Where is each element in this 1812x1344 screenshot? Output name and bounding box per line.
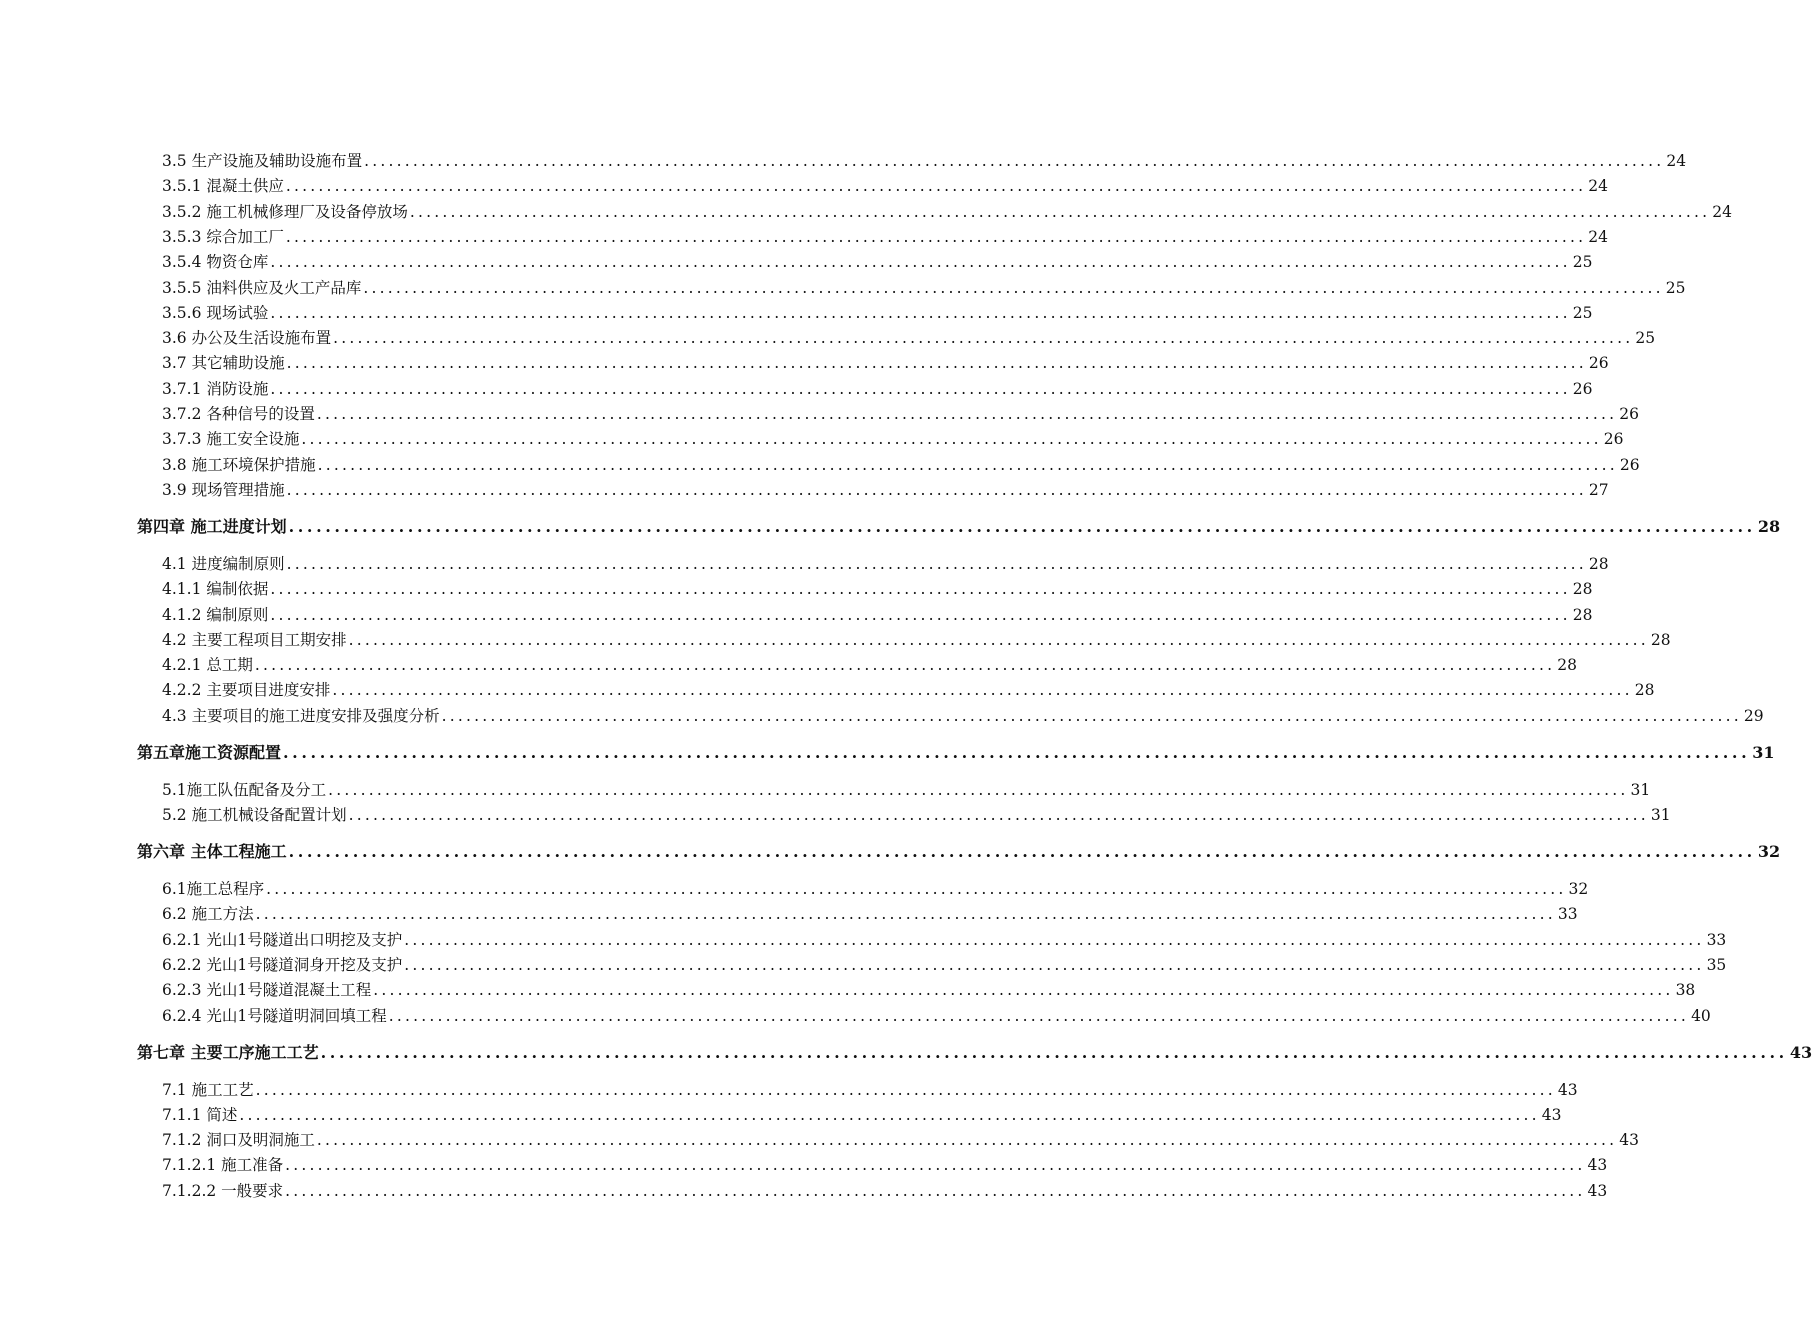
toc-entry-title: 5.1施工队伍配备及分工 bbox=[162, 780, 327, 799]
toc-chapter-entry[interactable] bbox=[137, 1042, 1812, 1064]
toc-entry-page-number: 43 bbox=[1789, 1042, 1812, 1062]
toc-entry-title: 7.1.2.2 一般要求 bbox=[162, 1181, 284, 1200]
toc-entry-page-number: 32 bbox=[1757, 842, 1781, 861]
dot-leader: ................................................................................................................................................................ bbox=[288, 842, 1756, 861]
toc-entry[interactable] bbox=[162, 352, 1609, 374]
dot-leader: ................................................................................................................................................................ bbox=[316, 1131, 1618, 1150]
toc-entry-page-number: 25 bbox=[1572, 303, 1593, 322]
toc-entry[interactable] bbox=[162, 454, 1640, 476]
toc-entry-page-number: 32 bbox=[1568, 880, 1589, 898]
dot-leader: ................................................................................................................................................................ bbox=[254, 656, 1556, 675]
toc-entry[interactable] bbox=[162, 954, 1727, 976]
dot-leader: ................................................................................................................................................................ bbox=[270, 303, 1571, 322]
toc-entry-title: 7.1 施工工艺 bbox=[162, 1080, 254, 1099]
dot-leader: ................................................................................................................................................................ bbox=[285, 227, 1587, 246]
toc-entry[interactable] bbox=[162, 878, 1589, 900]
toc-entry-title: 4.2.2 主要项目进度安排 bbox=[162, 681, 331, 700]
toc-entry[interactable] bbox=[162, 1005, 1711, 1027]
toc-entry-page-number: 24 bbox=[1588, 177, 1608, 196]
toc-entry-title: 第七章 主要工序施工工艺 bbox=[137, 1042, 319, 1062]
dot-leader: ................................................................................................................................................................ bbox=[270, 605, 1571, 624]
dot-leader: ................................................................................................................................................................ bbox=[285, 177, 1587, 196]
toc-entry-title: 6.1施工总程序 bbox=[162, 880, 265, 898]
toc-entry-title: 6.2 施工方法 bbox=[162, 905, 254, 924]
toc-entry-title: 4.2.1 总工期 bbox=[162, 656, 253, 675]
dot-leader: ................................................................................................................................................................ bbox=[373, 981, 1674, 1000]
dot-leader: ................................................................................................................................................................ bbox=[270, 580, 1571, 599]
toc-entry-title: 3.5.1 混凝土供应 bbox=[162, 177, 284, 196]
toc-entry-page-number: 28 bbox=[1588, 554, 1609, 573]
toc-entry-page-number: 25 bbox=[1635, 329, 1656, 348]
toc-entry-page-number: 28 bbox=[1572, 580, 1593, 599]
toc-entry-page-number: 26 bbox=[1588, 354, 1609, 373]
dot-leader: ................................................................................................................................................................ bbox=[404, 930, 1705, 949]
dot-leader: ................................................................................................................................................................ bbox=[441, 706, 1742, 725]
dot-leader: ................................................................................................................................................................ bbox=[404, 955, 1705, 974]
toc-entry-page-number: 25 bbox=[1665, 278, 1686, 297]
toc-entry-title: 3.5.5 油料供应及火工产品库 bbox=[162, 278, 362, 297]
toc-entry-title: 4.1.1 编制依据 bbox=[162, 580, 269, 599]
toc-entry[interactable] bbox=[162, 277, 1686, 299]
toc-entry-title: 第五章施工资源配置 bbox=[137, 742, 282, 762]
toc-entry-page-number: 27 bbox=[1588, 480, 1609, 499]
toc-entry-title: 3.6 办公及生活设施布置 bbox=[162, 329, 332, 348]
toc-entry-page-number: 26 bbox=[1572, 379, 1593, 398]
toc-entry-page-number: 28 bbox=[1650, 630, 1671, 649]
dot-leader: ................................................................................................................................................................ bbox=[388, 1006, 1690, 1025]
dot-leader: ................................................................................................................................................................ bbox=[283, 742, 1751, 762]
toc-entry[interactable] bbox=[162, 679, 1655, 701]
dot-leader: ................................................................................................................................................................ bbox=[409, 202, 1711, 221]
toc-entry-title: 3.5.4 物资仓库 bbox=[162, 253, 269, 272]
toc-entry-page-number: 28 bbox=[1634, 681, 1655, 700]
toc-entry[interactable] bbox=[162, 403, 1639, 425]
toc-entry[interactable] bbox=[162, 226, 1608, 248]
toc-entry[interactable] bbox=[162, 705, 1764, 727]
toc-entry[interactable] bbox=[162, 251, 1593, 273]
toc-entry-page-number: 28 bbox=[1557, 656, 1577, 675]
toc-entry-title: 3.9 现场管理措施 bbox=[162, 480, 285, 499]
toc-entry[interactable] bbox=[162, 201, 1732, 223]
toc-entry-title: 3.5.3 综合加工厂 bbox=[162, 227, 284, 246]
toc-chapter-entry[interactable] bbox=[137, 516, 1781, 538]
dot-leader: ................................................................................................................................................................ bbox=[348, 806, 1649, 824]
toc-entry[interactable] bbox=[162, 302, 1593, 324]
toc-entry-title: 3.5.2 施工机械修理厂及设备停放场 bbox=[162, 202, 408, 221]
toc-entry-title: 7.1.2 洞口及明洞施工 bbox=[162, 1131, 315, 1150]
dot-leader: ................................................................................................................................................................ bbox=[363, 278, 1664, 297]
toc-entry-page-number: 43 bbox=[1557, 1080, 1578, 1099]
toc-entry-page-number: 43 bbox=[1587, 1156, 1608, 1175]
toc-entry-page-number: 24 bbox=[1588, 227, 1608, 246]
toc-entry[interactable] bbox=[162, 804, 1671, 826]
toc-entry-title: 3.5.6 现场试验 bbox=[162, 303, 269, 322]
toc-entry[interactable] bbox=[162, 654, 1577, 676]
toc-entry-title: 6.2.4 光山1号隧道明洞回填工程 bbox=[162, 1006, 387, 1025]
toc-entry[interactable] bbox=[162, 1104, 1562, 1126]
toc-entry-title: 7.1.2.1 施工准备 bbox=[162, 1156, 284, 1175]
toc-chapter-entry[interactable] bbox=[137, 742, 1775, 764]
dot-leader: ................................................................................................................................................................ bbox=[317, 455, 1618, 474]
toc-entry-title: 4.2 主要工程项目工期安排 bbox=[162, 630, 347, 649]
toc-entry-page-number: 43 bbox=[1541, 1105, 1562, 1124]
dot-leader: ................................................................................................................................................................ bbox=[270, 253, 1571, 272]
dot-leader: ................................................................................................................................................................ bbox=[316, 405, 1618, 423]
toc-entry-page-number: 25 bbox=[1572, 253, 1593, 272]
dot-leader: ................................................................................................................................................................ bbox=[285, 1181, 1586, 1200]
toc-entry-title: 第四章 施工进度计划 bbox=[137, 516, 287, 536]
toc-entry-page-number: 26 bbox=[1603, 430, 1624, 449]
dot-leader: ................................................................................................................................................................ bbox=[332, 681, 1633, 700]
dot-leader: ................................................................................................................................................................ bbox=[239, 1105, 1540, 1124]
toc-entry[interactable] bbox=[162, 327, 1656, 349]
dot-leader: ................................................................................................................................................................ bbox=[301, 430, 1602, 449]
toc-entry-title: 4.1.2 编制原则 bbox=[162, 605, 269, 624]
toc-entry[interactable] bbox=[162, 1079, 1578, 1101]
toc-entry[interactable] bbox=[162, 1154, 1608, 1176]
toc-entry-title: 6.2.2 光山1号隧道洞身开挖及支护 bbox=[162, 955, 403, 974]
toc-entry-title: 5.2 施工机械设备配置计划 bbox=[162, 806, 347, 824]
toc-entry[interactable] bbox=[162, 779, 1651, 801]
dot-leader: ................................................................................................................................................................ bbox=[328, 780, 1629, 799]
toc-entry[interactable] bbox=[162, 929, 1727, 951]
toc-entry-page-number: 38 bbox=[1675, 981, 1696, 1000]
toc-entry-title: 3.7 其它辅助设施 bbox=[162, 354, 285, 373]
toc-entry-page-number: 43 bbox=[1587, 1181, 1608, 1200]
toc-entry-title: 4.3 主要项目的施工进度安排及强度分析 bbox=[162, 706, 440, 725]
toc-entry-title: 第六章 主体工程施工 bbox=[137, 842, 287, 861]
toc-chapter-entry[interactable] bbox=[137, 841, 1781, 863]
toc-entry-title: 3.7.2 各种信号的设置 bbox=[162, 405, 315, 423]
toc-entry-page-number: 40 bbox=[1691, 1006, 1711, 1025]
toc-entry-page-number: 24 bbox=[1712, 202, 1732, 221]
toc-entry-title: 3.5 生产设施及辅助设施布置 bbox=[162, 152, 363, 170]
toc-entry-title: 6.2.3 光山1号隧道混凝土工程 bbox=[162, 981, 372, 1000]
toc-entry-page-number: 28 bbox=[1572, 605, 1593, 624]
toc-entry-page-number: 35 bbox=[1706, 955, 1727, 974]
toc-entry-page-number: 29 bbox=[1743, 706, 1764, 725]
dot-leader: ................................................................................................................................................................ bbox=[270, 379, 1571, 398]
toc-entry-title: 3.8 施工环境保护措施 bbox=[162, 455, 316, 474]
dot-leader: ................................................................................................................................................................ bbox=[320, 1042, 1788, 1062]
toc-entry-page-number: 33 bbox=[1706, 930, 1727, 949]
toc-entry-page-number: 31 bbox=[1752, 742, 1775, 762]
toc-entry[interactable] bbox=[162, 1180, 1608, 1202]
toc-entry-page-number: 31 bbox=[1650, 806, 1671, 824]
dot-leader: ................................................................................................................................................................ bbox=[255, 905, 1556, 924]
toc-entry[interactable] bbox=[162, 903, 1578, 925]
dot-leader: ................................................................................................................................................................ bbox=[255, 1080, 1556, 1099]
dot-leader: ................................................................................................................................................................ bbox=[286, 480, 1587, 499]
toc-entry-page-number: 26 bbox=[1619, 455, 1640, 474]
dot-leader: ................................................................................................................................................................ bbox=[288, 516, 1756, 536]
toc-entry-page-number: 28 bbox=[1757, 516, 1781, 536]
toc-entry[interactable] bbox=[162, 150, 1687, 172]
dot-leader: ................................................................................................................................................................ bbox=[286, 554, 1587, 573]
toc-entry-title: 3.7.3 施工安全设施 bbox=[162, 430, 300, 449]
toc-entry[interactable] bbox=[162, 378, 1593, 400]
toc-entry-title: 7.1.1 简述 bbox=[162, 1105, 238, 1124]
toc-entry[interactable] bbox=[162, 979, 1696, 1001]
dot-leader: ................................................................................................................................................................ bbox=[364, 152, 1665, 170]
toc-entry[interactable] bbox=[162, 553, 1609, 575]
toc-entry[interactable] bbox=[162, 1129, 1639, 1151]
toc-entry-page-number: 24 bbox=[1666, 152, 1687, 170]
toc-entry[interactable] bbox=[162, 428, 1624, 450]
toc-entry-page-number: 31 bbox=[1630, 780, 1651, 799]
toc-entry[interactable] bbox=[162, 604, 1593, 626]
toc-entry-title: 3.7.1 消防设施 bbox=[162, 379, 269, 398]
toc-entry-title: 6.2.1 光山1号隧道出口明挖及支护 bbox=[162, 930, 403, 949]
toc-entry-title: 4.1 进度编制原则 bbox=[162, 554, 285, 573]
dot-leader: ................................................................................................................................................................ bbox=[348, 630, 1649, 649]
toc-entry-page-number: 26 bbox=[1619, 405, 1639, 423]
dot-leader: ................................................................................................................................................................ bbox=[333, 329, 1634, 348]
dot-leader: ................................................................................................................................................................ bbox=[286, 354, 1587, 373]
toc-entry[interactable] bbox=[162, 175, 1608, 197]
toc-entry[interactable] bbox=[162, 629, 1671, 651]
toc-entry-page-number: 43 bbox=[1619, 1131, 1639, 1150]
toc-entry[interactable] bbox=[162, 578, 1593, 600]
dot-leader: ................................................................................................................................................................ bbox=[266, 880, 1567, 898]
toc-entry[interactable] bbox=[162, 479, 1609, 501]
toc-entry-page-number: 33 bbox=[1557, 905, 1578, 924]
dot-leader: ................................................................................................................................................................ bbox=[285, 1156, 1586, 1175]
